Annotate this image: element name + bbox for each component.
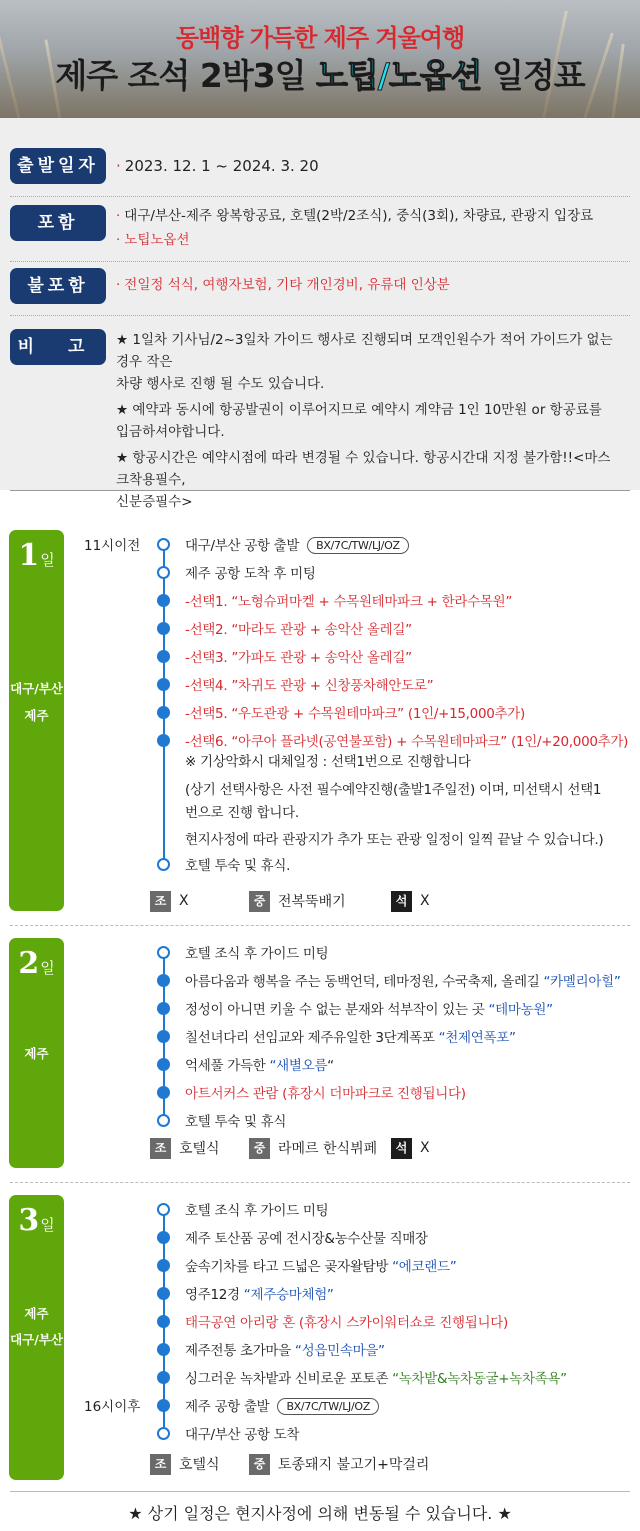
breakfast-tag: 조 [150,1454,171,1475]
day-num-text: 2 [18,946,40,981]
remark-3a: ★ 항공시간은 예약시점에 따라 변경될 수 있습니다. 항공시간대 지정 불가함!!<마스크착용필수, [116,450,611,488]
timeline-node-icon [157,1058,170,1071]
day-unit: 일 [40,1216,55,1234]
timeline-item [0,558,640,586]
timeline-node-icon [157,1427,170,1440]
divider [10,261,630,262]
place-highlight: “카멜리아힐” [543,974,621,990]
meal-lunch [249,888,346,914]
place-highlight: “에코랜드” [392,1259,457,1275]
lunch-tag: 중 [249,891,270,912]
timeline-node-icon [157,1371,170,1384]
time-label: 11시이전 [84,538,141,554]
banner-title [0,50,640,97]
item-text [185,1395,379,1415]
included-line-2 [116,229,622,251]
meal-dinner [391,888,430,914]
lunch-tag: 중 [249,1454,270,1475]
timeline-item [0,1078,640,1106]
item-text-main: 아름다움과 행복을 주는 동백언덕, 테마정원, 수국축제, 올레길 [185,974,544,990]
item-text: 호텔 조식 후 가이드 미팅 [185,946,329,962]
item-text-main: 억세풀 가득한 [185,1058,270,1074]
timeline-item [0,642,640,670]
item-text-main: 숲속기차를 타고 드넓은 곶자왈탐방 [185,1259,393,1275]
day-1-place-2: 제주 [24,708,49,723]
remarks-label: 비 고 [10,329,106,365]
timeline-node-icon [157,1002,170,1015]
timeline-item [0,994,640,1022]
excluded-value: 전일정 석식, 여행자보험, 기타 개인경비, 유류대 인상분 [124,277,450,293]
section-rule [10,1491,630,1492]
option-1-text: -선택1. “노형슈퍼마켙 + 수목원테마파크 + 한라수목원” [185,594,513,610]
item-text [185,1339,385,1359]
timeline-item [0,670,640,698]
timeline-item [0,966,640,994]
weather-note: ※ 기상악화시 대체일정 : 선택1번으로 진행합니다 [185,754,471,770]
item-text-main: 싱그러운 녹차밭과 신비로운 포토존 [185,1371,393,1387]
timeline-node-icon [157,1399,170,1412]
remark-3b: 신분증필수> [116,494,193,510]
item-text [185,1054,334,1074]
quote-mark: “ [327,1058,334,1074]
place-highlight: “천제연폭포” [438,1030,516,1046]
item-text: 대구/부산 공항 도착 [185,1427,300,1443]
timeline-node-icon [157,650,170,663]
banner-title-post: 일정표 [481,56,585,95]
day-unit: 일 [40,959,55,977]
lunch-tag: 중 [249,1138,270,1159]
meal-lunch [249,1135,377,1161]
place-highlight: “녹차밭&녹차동굴+녹차족욕” [392,1371,567,1387]
bullet-dot: · [116,208,121,224]
place-highlight: “제주승마체험” [243,1287,334,1303]
timeline-node-icon [157,1086,170,1099]
day-3-meals [0,1451,640,1477]
item-text-main: 제주전통 초가마을 [185,1343,295,1359]
divider [10,196,630,197]
timeline-node-icon [157,858,170,871]
place-highlight: “테마농원” [488,1002,553,1018]
day-1-meals [0,888,640,914]
timeline-item [0,1279,640,1307]
option-4-text: -선택4. ”차귀도 관광 + 신창풍차해안도로” [185,678,434,694]
timeline-node-icon [157,1259,170,1272]
remark-1a: ★ 1일차 기사님/2~3일차 가이드 행사로 진행되며 모객인원수가 적어 가이드가 없는 경우 작은 [116,332,613,370]
meal-breakfast [150,1135,220,1161]
item-text-main: 영주12경 [185,1287,244,1303]
item-text: 제주 공항 도착 후 미팅 [185,566,316,582]
dinner-value: X [420,1140,430,1156]
day-3-place-2: 대구/부산 [10,1332,63,1347]
included-text-2: 노팁노옵션 [124,232,190,248]
timeline-item [0,1419,640,1447]
item-text [185,970,621,990]
section-rule [10,490,630,491]
timeline-item [0,938,640,966]
excluded-value-wrap [116,274,622,296]
item-text [185,1367,567,1387]
timeline-node-icon [157,734,170,747]
item-text: 제주 토산품 공예 전시장&농수산물 직매장 [185,1231,428,1247]
remarks-values [116,329,622,513]
departure-label: 출발일자 [10,148,106,184]
timeline-node-icon [157,622,170,635]
timeline-item [0,1050,640,1078]
timeline-node-icon [157,1203,170,1216]
timeline-item [0,1022,640,1050]
timeline-node-icon [157,1343,170,1356]
item-text: 아트서커스 관람 (휴장시 더마파크로 진행됩니다) [185,1086,466,1102]
timeline-item [0,1307,640,1335]
timeline-node-icon [157,538,170,551]
item-text-main: 제주 공항 출발 [185,1399,270,1415]
dinner-tag: 석 [391,891,412,912]
timeline-node-icon [157,706,170,719]
timeline-item [0,850,640,878]
option-3-text: -선택3. ”가파도 관광 + 송악산 올레길” [185,650,412,666]
airline-pill: BX/7C/TW/LJ/OZ [277,1398,379,1415]
lunch-value: 토종돼지 불고기+막걸리 [278,1457,430,1473]
section-divider [10,1182,630,1183]
item-text [185,998,553,1018]
banner-title-highlight: 노팁/노옵션 [316,56,482,95]
item-text: 호텔 조식 후 가이드 미팅 [185,1203,329,1219]
footer-notice: ★ 상기 일정은 현지사정에 의해 변동될 수 있습니다. ★ [128,1504,512,1523]
lunch-value: 라메르 한식뷔페 [278,1141,378,1157]
timeline-item [0,1363,640,1391]
timeline-item [0,1251,640,1279]
timeline-item [0,1195,640,1223]
option-note-2: 번으로 진행 합니다. [185,805,299,821]
day-2-meals [0,1135,640,1161]
timeline-item [0,698,640,726]
item-text [185,534,409,554]
timeline-node-icon [157,1114,170,1127]
timeline-node-icon [157,1030,170,1043]
timeline-item [0,586,640,614]
section-divider [10,925,630,926]
excluded-label: 불포함 [10,268,106,304]
timeline-node-icon [157,594,170,607]
timeline-node-icon [157,678,170,691]
place-highlight: “성읍민속마을” [294,1343,385,1359]
option-note-3: 현지사정에 따라 관광지가 추가 또는 관광 일정이 일찍 끝날 수 있습니다.) [185,832,604,848]
item-text-main: 대구/부산 공항 출발 [185,538,300,554]
breakfast-tag: 조 [150,1138,171,1159]
timeline-item [0,614,640,642]
departure-value-wrap [116,155,622,177]
dinner-tag: 석 [391,1138,412,1159]
timeline-node-icon [157,1231,170,1244]
item-text [185,1255,456,1275]
timeline-item [0,1106,640,1134]
option-6-text: -선택6. “아쿠아 플라넷(공연불포함) + 수목원테마파크” (1인/+20,000추가) [185,734,629,750]
remark-1b: 차량 행사로 진행 될 수도 있습니다. [116,376,325,392]
time-label: 16시이후 [84,1399,141,1415]
timeline-node-icon [157,566,170,579]
day-1-place-1: 대구/부산 [10,681,63,696]
bullet-dot: · [116,157,121,175]
timeline-item [0,530,640,558]
meal-breakfast [150,888,189,914]
day-unit: 일 [40,551,55,569]
included-values [116,205,622,251]
item-text [185,1283,334,1303]
item-text-main: 정성이 아니면 키울 수 없는 분재와 석부작이 있는 곳 [185,1002,489,1018]
timeline-item [0,1223,640,1251]
departure-value: 2023. 12. 1 ~ 2024. 3. 20 [124,157,319,175]
timeline-node-icon [157,974,170,987]
header-banner [0,0,640,118]
breakfast-value: 호텔식 [179,1457,220,1473]
banner-subtitle: 동백향 가득한 제주 겨울여행 [175,24,465,52]
bullet-dot: · [116,277,121,293]
timeline-node-icon [157,946,170,959]
day-num-text: 3 [18,1203,40,1238]
trip-info-panel [0,118,640,510]
day-2-place: 제주 [24,1046,49,1061]
timeline-item [0,1335,640,1363]
timeline-node-icon [157,1315,170,1328]
item-text-main: 칠선녀다리 선임교와 제주유일한 3단계폭포 [185,1030,439,1046]
included-label: 포함 [10,205,106,241]
timeline-item [0,1391,640,1419]
remark-2b: 입금하셔야합니다. [116,424,225,440]
meal-dinner [391,1135,430,1161]
option-note-1: (상기 선택사항은 사전 필수예약진행(출발1주일전) 이며, 미선택시 선택1 [185,782,602,798]
item-text: 태극공연 아리랑 혼 (휴장시 스카이워터쇼로 진행됩니다) [185,1315,508,1331]
item-text [185,1026,516,1046]
banner-title-pre: 제주 조석 2박3일 [55,56,317,95]
day-3-place-1: 제주 [24,1306,49,1321]
dinner-value: X [420,893,430,909]
breakfast-value: 호텔식 [179,1141,220,1157]
item-text: 호텔 투숙 및 휴식. [185,858,291,874]
divider [10,315,630,316]
meal-lunch [249,1451,429,1477]
item-text: 호텔 투숙 및 휴식 [185,1114,287,1130]
included-text-1: 대구/부산-제주 왕복항공료, 호텔(2박/2조식), 중식(3회), 차량료, 관광지 입장료 [124,208,594,224]
option-5-text: -선택5. “우도관광 + 수목원테마파크” (1인/+15,000추가) [185,706,525,722]
airline-pill: BX/7C/TW/LJ/OZ [307,537,409,554]
bullet-dot: · [116,232,121,248]
remark-2a: ★ 예약과 동시에 항공발권이 이루어지므로 예약시 계약금 1인 10만원 or 항공료를 [116,402,602,418]
included-line-1 [116,205,622,227]
breakfast-value: X [179,893,189,909]
meal-breakfast [150,1451,220,1477]
lunch-value: 전복뚝배기 [278,894,346,910]
day-num-text: 1 [18,538,40,573]
breakfast-tag: 조 [150,891,171,912]
timeline-node-icon [157,1287,170,1300]
option-2-text: -선택2. “마라도 관광 + 송악산 올레길” [185,622,412,638]
place-highlight: “새별오름 [269,1058,328,1074]
